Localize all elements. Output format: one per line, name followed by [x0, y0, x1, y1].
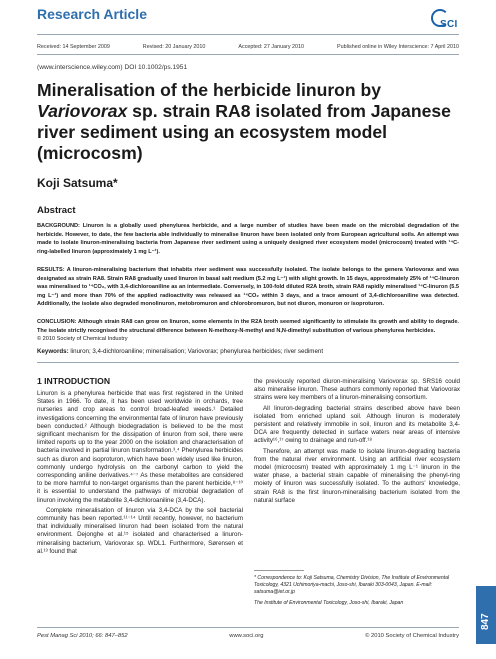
footer-copyright: © 2010 Society of Chemical Industry [365, 633, 459, 639]
title-part2: sp. strain RA8 isolated from Japanese river sediment using an ecosystem model (microcosm) [37, 101, 451, 163]
published-date: Published online in Wiley Interscience: 7 April 2010 [337, 44, 459, 50]
abstract-background: BACKGROUND: Linuron is a globally used phenylurea herbicide, and a large number of studies have been made on the microbial degradation of the herbicide. However, to date, the few bacteria able individually to mineralise linuron have been isolated only from European agricultural soils. An attempt was made to isolate linuron-mineralising bacteria from Japanese river sediment using a uniquely designed river ecosystem model (microcosm) treated with ¹⁴C-ring-labelled linuron (approximately 1 mg L⁻¹). [37, 223, 459, 255]
intro-heading: 1 INTRODUCTION [37, 376, 111, 386]
left-column [37, 390, 243, 558]
author-name: Koji Satsuma* [37, 176, 118, 190]
keywords [37, 348, 459, 355]
received-date: Received: 14 September 2009 [37, 44, 110, 50]
header-rule [37, 34, 459, 35]
sci-logo [428, 6, 468, 32]
revised-date: Revised: 20 January 2010 [142, 44, 206, 50]
abstract-heading: Abstract [37, 205, 76, 216]
page-footer [37, 633, 459, 639]
intro-paragraph: the previously reported diuron-mineralising Variovorax sp. SRS16 could also mineralise linuron. These authors commonly reported that Variovorax strains were key members of a linuron-mineralising consortium. [254, 378, 460, 402]
title-part1: Mineralisation of the herbicide linuron by [37, 80, 382, 100]
page-number-tab [476, 586, 496, 644]
article-title [37, 80, 467, 164]
footnote [254, 575, 454, 611]
intro-paragraph: Complete mineralisation of linuron via 3,4-DCA by the soil bacterial community has been reported.¹¹⁻¹⁴ Until recently, however, no bacterium that individually mineralised linuron had been isolated from the natural environment. Dejonghe et al.¹⁵ isolated and characterised a linuron-mineralising bacterium, Variovorax sp. WDL1. Furthermore, Sørensen et al.¹³ found that [37, 506, 243, 555]
logo-text: SCI [440, 19, 458, 30]
dates-rule [37, 54, 459, 55]
abstract-copyright: © 2010 Society of Chemical Industry [37, 336, 128, 342]
intro-paragraph: Linuron is a phenylurea herbicide that was first registered in the United States in 1966. To date, it has been used worldwide in orchards, tree nurseries and crop areas to control broad-leafed weeds.¹ Detailed investigations concerning the environmental fate of linuron have previously been conducted.² Although biodegradation is believed to be the most significant mechanism for the dissipation of linuron from soil, there were limited reports up to the year 2000 on the isolation and characterisation of bacteria involved in partial linuron transformation.³,⁴ Phenylurea herbicides such as diuron and isoproturon, which have been widely used like linuron, commonly undergo hydrolysis on the carbonyl carbon to yield the corresponding aniline derivatives.⁴⁻⁷ As these metabolites are considered to be more harmful to non-target organisms than the parent herbicide,⁸⁻¹⁰ it is essential to understand the pathways of microbial degradation of linuron involving the metabolite 3,4-dichloroaniline (3,4-DCA). [37, 390, 243, 504]
footnote-rule [254, 570, 304, 571]
abstract-results: RESULTS: A linuron-mineralising bacterium that inhabits river sediment was successfully isolated. The isolate belongs to the genera Variovorax and was designated as strain RA8. Strain RA8 gradually used linuron in basal salt medium (5.2 mg L⁻¹) with slight growth. In 15 days, approximately 25% of ¹⁴C-linuron was mineralised to ¹⁴CO₂, with 3,4-dichloroaniline as an intermediate. Conversely, in 100-fold diluted R2A broth, strain RA8 rapidly mineralised ¹⁴C-linuron (5.5 mg L⁻¹) and more than 70% of the applied radioactivity was released as ¹⁴CO₂ within 3 days, and a trace amount of 3,4-dichloroaniline was detected. Additionally, the isolate also degraded monolinuron, metobromuron and chlorobromuron, but not diuron, monuron or isoproturon. [37, 267, 459, 308]
journal-url[interactable]: www.soci.org [229, 633, 264, 639]
section-label: Research Article [37, 6, 147, 22]
affiliation-note: The Institute of Environmental Toxicology, Joso-shi, Ibaraki, Japan [254, 600, 404, 606]
page-number: 847 [480, 613, 491, 630]
dates-line [37, 44, 459, 50]
intro-paragraph: Therefore, an attempt was made to isolate linuron-degrading bacteria from the natural river environment. Using an artificial river ecosystem model (microcosm) treated with approximately 1 mg L⁻¹ linuron in the water phase, a bacterial strain capable of mineralising the phenyl-ring moiety of linuron was successfully isolated. To the authors' knowledge, strain RA8 is the first linuron-mineralising bacterium isolated from the natural surface [254, 447, 460, 504]
keywords-text: linuron; 3,4-dichloroaniline; mineralisation; Variovorax; phenylurea herbicides; river sediment [70, 348, 324, 355]
abstract-conclusion: CONCLUSION: Although strain RA8 can grow on linuron, some elements in the R2A broth seemed significantly to stimulate its growth and ability to degrade. The isolate strictly recognised the structural difference between N-methoxy-N-methyl and N,N-dimethyl substitution of various phenylurea herbicides. [37, 319, 459, 334]
right-column [254, 378, 460, 507]
correspondence-note: * Correspondence to: Koji Satsuma, Chemistry Division, The Institute of Environmental Toxicology, 4321 Uchimoriya-machi, Joso-shi, Ibaraki 303-0043, Japan. E-mail: satsuma@iet.or.jp [254, 575, 450, 595]
keywords-label: Keywords: [37, 348, 69, 355]
title-species: Variovorax [37, 101, 128, 121]
keywords-rule [37, 362, 459, 363]
footer-rule [37, 627, 459, 628]
journal-citation: Pest Manag Sci 2010; 66: 847–852 [37, 633, 128, 639]
intro-paragraph: All linuron-degrading bacterial strains described above have been isolated from enriched upland soil. Although linuron is moderately persistent and relatively immobile in soil, linuron and its metabolite 3,4-DCA are frequently detected in surface waters near areas of intensive activity¹⁶,¹⁷ owing to drainage and run-off.¹⁸ [254, 404, 460, 445]
accepted-date: Accepted: 27 January 2010 [238, 44, 305, 50]
doi-line[interactable]: (www.interscience.wiley.com) DOI 10.1002/ps.1951 [37, 64, 188, 71]
